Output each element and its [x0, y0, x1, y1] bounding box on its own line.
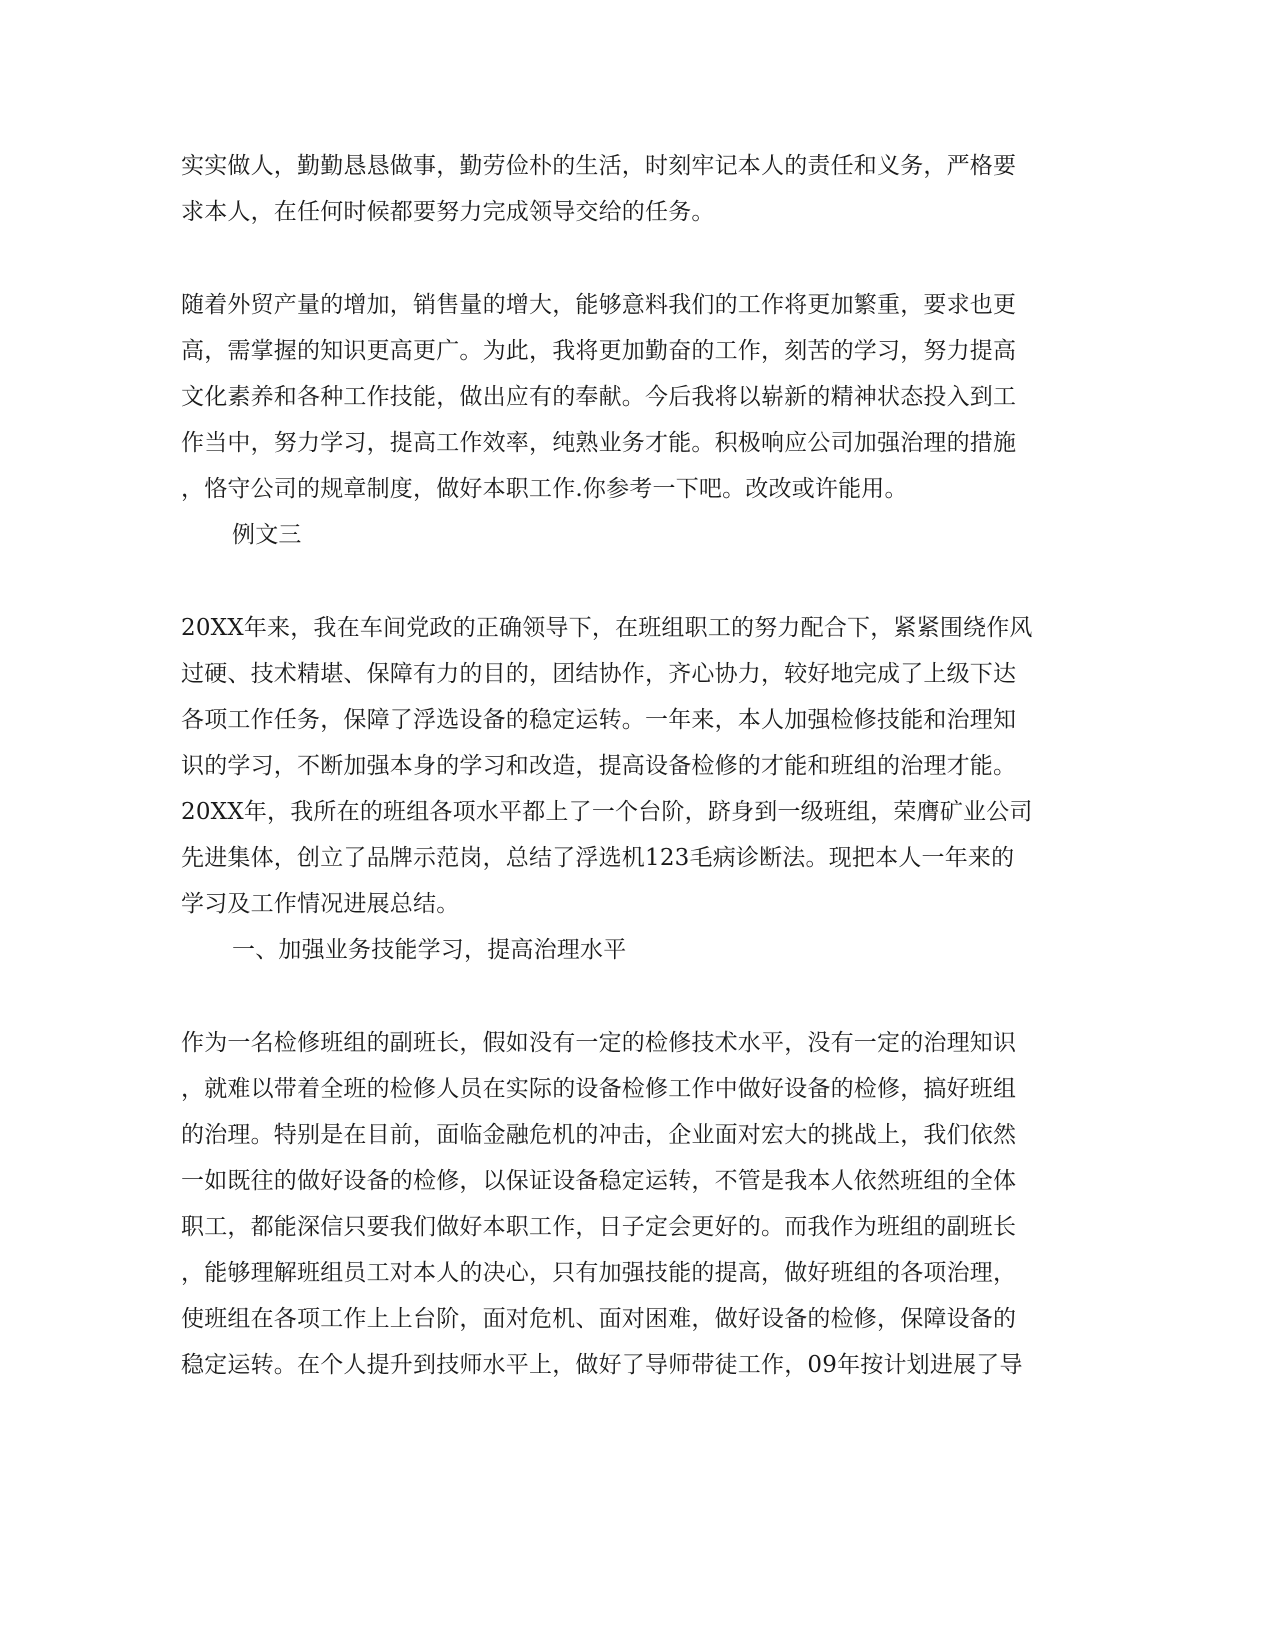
paragraph-line: 一如既往的做好设备的检修，以保证设备稳定运转，不管是我本人依然班组的全体 — [181, 1168, 1017, 1194]
paragraph-line: 过硬、技术精堪、保障有力的目的，团结协作，齐心协力，较好地完成了上级下达 — [181, 661, 1017, 687]
paragraph-line: 20XX年来，我在车间党政的正确领导下，在班组职工的努力配合下，紧紧围绕作风 — [181, 615, 1033, 641]
paragraph-line: 稳定运转。在个人提升到技师水平上，做好了导师带徒工作，09年按计划进展了导 — [181, 1352, 1023, 1378]
paragraph-line: ，能够理解班组员工对本人的决心，只有加强技能的提高，做好班组的各项治理， — [181, 1260, 1017, 1286]
paragraph-line: 识的学习，不断加强本身的学习和改造，提高设备检修的才能和班组的治理才能。 — [181, 753, 1017, 779]
paragraph-line: 的治理。特别是在目前，面临金融危机的冲击，企业面对宏大的挑战上，我们依然 — [181, 1122, 1017, 1148]
paragraph-line: ，就难以带着全班的检修人员在实际的设备检修工作中做好设备的检修，搞好班组 — [181, 1076, 1017, 1102]
paragraph-line: 各项工作任务，保障了浮选设备的稳定运转。一年来，本人加强检修技能和治理知 — [181, 707, 1017, 733]
paragraph-line: 作为一名检修班组的副班长，假如没有一定的检修技术水平，没有一定的治理知识 — [181, 1030, 1017, 1056]
paragraph-line: 学习及工作情况进展总结。 — [181, 891, 460, 917]
paragraph-line: 随着外贸产量的增加，销售量的增大，能够意料我们的工作将更加繁重，要求也更 — [181, 292, 1017, 318]
paragraph-line: 求本人，在任何时候都要努力完成领导交给的任务。 — [181, 199, 715, 225]
paragraph-line: ，恪守公司的规章制度，做好本职工作.你参考一下吧。改改或许能用。 — [181, 476, 908, 502]
paragraph-line: 20XX年，我所在的班组各项水平都上了一个台阶，跻身到一级班组，荣膺矿业公司 — [181, 799, 1033, 825]
section-heading-1: 一、加强业务技能学习，提高治理水平 — [232, 937, 627, 963]
paragraph-line: 先进集体，创立了品牌示范岗，总结了浮选机123毛病诊断法。现把本人一年来的 — [181, 845, 1015, 871]
paragraph-line: 实实做人，勤勤恳恳做事，勤劳俭朴的生活，时刻牢记本人的责任和义务，严格要 — [181, 153, 1017, 179]
section-heading-example3: 例文三 — [232, 522, 302, 548]
paragraph-line: 文化素养和各种工作技能，做出应有的奉献。今后我将以崭新的精神状态投入到工 — [181, 384, 1017, 410]
paragraph-line: 作当中，努力学习，提高工作效率，纯熟业务才能。积极响应公司加强治理的措施 — [181, 430, 1017, 456]
paragraph-line: 使班组在各项工作上上台阶，面对危机、面对困难，做好设备的检修，保障设备的 — [181, 1306, 1017, 1332]
paragraph-line: 职工，都能深信只要我们做好本职工作，日子定会更好的。而我作为班组的副班长 — [181, 1214, 1017, 1240]
paragraph-line: 高，需掌握的知识更高更广。为此，我将更加勤奋的工作，刻苦的学习，努力提高 — [181, 338, 1017, 364]
